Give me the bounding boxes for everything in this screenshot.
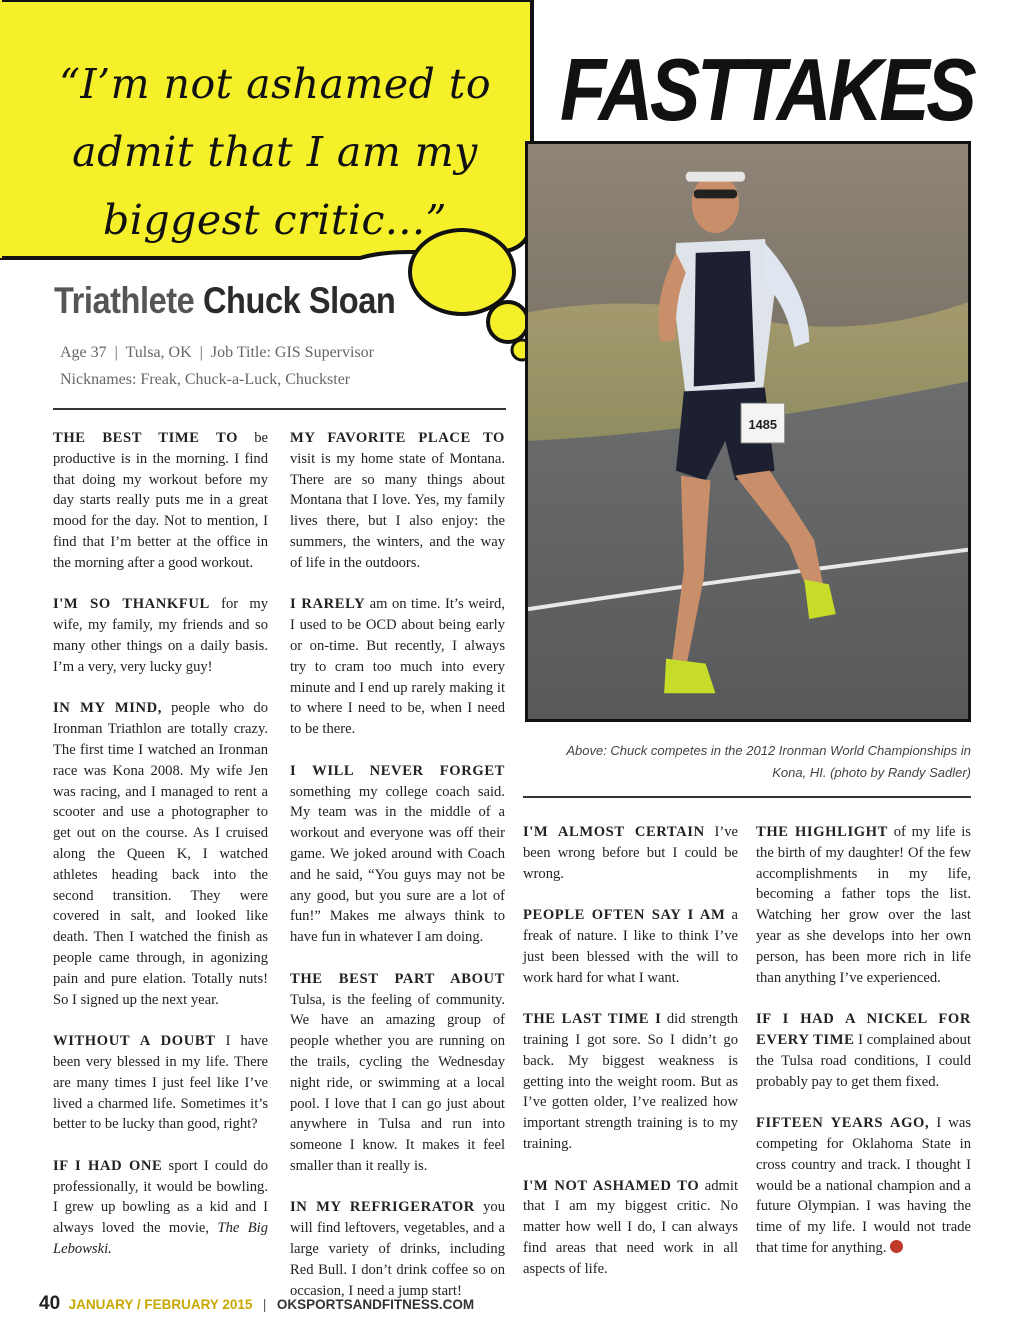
section-title-takes: TAKES [739, 40, 974, 139]
paragraph-lead: I RARELY [290, 596, 366, 613]
article-paragraph [523, 905, 738, 988]
paragraph-lead: I'M NOT ASHAMED TO [523, 1177, 700, 1194]
footer-separator: | [262, 1297, 267, 1312]
paragraph-lead: WITHOUT A DOUBT [53, 1033, 216, 1050]
paragraph-body: be productive is in the morning. I find that doing my workout before my day starts really puts me in a great mood for the day. Not to mention, I find that I’m better at the office in the morning after a good workout. [53, 430, 268, 571]
website-link[interactable]: OKSPORTSANDFITNESS.COM [276, 1297, 475, 1312]
caption-line: Above: Chuck competes in the 2012 Ironman World Championships in [566, 743, 971, 758]
paragraph-body: I complained about the Tulsa road conditions, I could probably pay to get them fixed. [756, 1031, 972, 1090]
paragraph-lead: I'M ALMOST CERTAIN [523, 824, 705, 840]
paragraph-lead: FIFTEEN YEARS AGO, [756, 1115, 930, 1132]
paragraph-body: Tulsa, is the feeling of community. We have an amazing group of people whether you are running on the trails, cycling the Wednesday night ride, or swimming at a local pool. I love that I can go just about anywhere in Tulsa and run into someone I know. It makes it feel smaller than it really is. [290, 991, 505, 1174]
feature-photo [525, 141, 971, 722]
headline-role: Triathlete [54, 280, 195, 321]
article-paragraph [756, 1009, 971, 1092]
article-paragraph [290, 428, 505, 574]
paragraph-body: you will find leftovers, vegetables, and a large variety of drinks, including Red Bull. I don’t drink coffee so on occasion, I need a jump start! [290, 1199, 505, 1299]
paragraph-lead: IN MY MIND, [53, 700, 163, 717]
paragraph-body: am on time. It’s weird, I used to be OCD about being early or on-time. But recently, I always try to cram too much into every minute and I end up rarely making it to where I need to be, when I need to be there. [290, 596, 505, 738]
race-bib: 1485 [748, 417, 778, 433]
paragraph-body: people who do Ironman Triathlon are totally crazy. The first time I watched an Ironman race was Kona 2008. My wife Jen was racing, and I managed to rent a scooter and use a photographer to get out on the course. As I cruised along the Queen K, I watched athletes heading back into the second transition. They were covered in salt, and looked like death. Then I watched the finish as people came through, in agonizing pain and pure elation. Totally nuts! So I signed up the next year. [53, 700, 268, 1008]
paragraph-body: I’ve been wrong before but I could be wrong. [523, 824, 738, 882]
meta-nicknames: Nicknames: Freak, Chuck-a-Luck, Chuckster [60, 371, 351, 388]
article-paragraph [53, 428, 268, 574]
meta-details: Age 37 | Tulsa, OK | Job Title: GIS Supervisor [60, 344, 375, 361]
paragraph-lead: PEOPLE OFTEN SAY I AM [523, 907, 726, 924]
paragraph-body: something my college coach said. My team was in the middle of a workout and everyone was off their game. We joked around with Coach and he said, “You guys may not be any good, but you sure are a lot of fun!” Makes me always think to have fun in whatever I am doing. [290, 783, 505, 946]
article-column-1 [53, 428, 268, 1260]
paragraph-body: of my life is the birth of my daughter! Of the few accomplishments in my life, becoming a father tops the list. Watching her grow over the last year as she develops into her own person, has been more rich in life than anything I’ve experienced. [756, 824, 971, 986]
paragraph-body: did strength training I got sore. So I didn’t go back. My biggest weakness is getting into the weight room. But as I’ve gotten older, I’ve realized how important strength training is to my training. [523, 1011, 738, 1152]
end-mark-icon [890, 1240, 903, 1253]
page-number: 40 [39, 1293, 61, 1314]
issue-date: JANUARY / FEBRUARY 2015 [68, 1297, 253, 1312]
article-paragraph [290, 969, 505, 1177]
quote-line: “I’m not ashamed to [58, 60, 492, 108]
article-paragraph [53, 594, 268, 677]
article-column-4 [756, 822, 971, 1259]
article-paragraph [756, 822, 971, 988]
paragraph-lead: IN MY REFRIGERATOR [290, 1199, 475, 1216]
article-headline [54, 280, 395, 322]
section-title [560, 40, 974, 140]
paragraph-body: sport I could do professionally, it would be bowling. I grew up bowling as a kid and I always loved the movie, [53, 1157, 268, 1237]
paragraph-lead: MY FAVORITE PLACE TO [290, 430, 505, 446]
paragraph-lead: THE LAST TIME I [523, 1011, 662, 1028]
profile-meta [60, 339, 374, 393]
paragraph-lead: THE BEST PART ABOUT [290, 970, 505, 987]
pull-quote [40, 50, 510, 254]
article-paragraph [523, 1009, 738, 1155]
article-paragraph [53, 1156, 268, 1260]
article-paragraph [523, 1176, 738, 1280]
section-title-fast: FAST [560, 40, 740, 139]
paragraph-body: a freak of nature. I like to think I’ve just been blessed with the will to work hard for what I want. [523, 907, 738, 986]
paragraph-lead: IF I HAD ONE [53, 1157, 163, 1174]
paragraph-body: for my wife, my family, my friends and so many other things on a daily basis. I’m a very, very lucky guy! [53, 596, 268, 675]
paragraph-lead: THE BEST TIME TO [53, 430, 239, 446]
article-paragraph [290, 761, 505, 948]
divider [53, 408, 506, 410]
article-paragraph [53, 698, 268, 1010]
runner-illustration [528, 144, 968, 719]
article-paragraph [290, 1197, 505, 1301]
caption-line: Kona, HI. (photo by Randy Sadler) [772, 765, 971, 780]
article-paragraph [756, 1113, 971, 1259]
paragraph-body: I have been very blessed in my life. There are many times I just feel like I’ve lived a charmed life. Sometimes it’s better to be lucky than good, right? [53, 1033, 268, 1133]
divider [523, 796, 971, 798]
movie-title: The Big Lebowski. [53, 1220, 268, 1258]
headline-name: Chuck Sloan [202, 280, 396, 321]
article-paragraph [523, 822, 738, 884]
article-column-2 [290, 428, 505, 1301]
paragraph-lead: IF I HAD A NICKEL FOR EVERY TIME [756, 1011, 971, 1048]
quote-line: admit that I am my [72, 128, 478, 176]
page-footer [39, 1293, 474, 1315]
paragraph-lead: I'M SO THANKFUL [53, 596, 210, 613]
quote-line: biggest critic...” [103, 196, 447, 244]
photo-caption [525, 740, 971, 784]
paragraph-lead: THE HIGHLIGHT [756, 824, 888, 840]
article-paragraph [290, 594, 505, 740]
paragraph-lead: I WILL NEVER FORGET [290, 762, 505, 779]
paragraph-body: admit that I am my biggest critic. No matter how well I do, I can always find areas that need work in all aspects of life. [523, 1177, 738, 1277]
article-paragraph [53, 1031, 268, 1135]
paragraph-body: I was competing for Oklahoma State in cross country and track. I thought I would be a national champion and a future Olympian. I was having the time of my life. I would not trade that time for anything. [756, 1115, 971, 1256]
paragraph-body: visit is my home state of Montana. There are so many things about Montana that I love. Yes, my family lives there, but I also enjoy: the summers, the winters, and the way of life in the outdoors. [290, 450, 505, 571]
article-column-3 [523, 822, 738, 1280]
